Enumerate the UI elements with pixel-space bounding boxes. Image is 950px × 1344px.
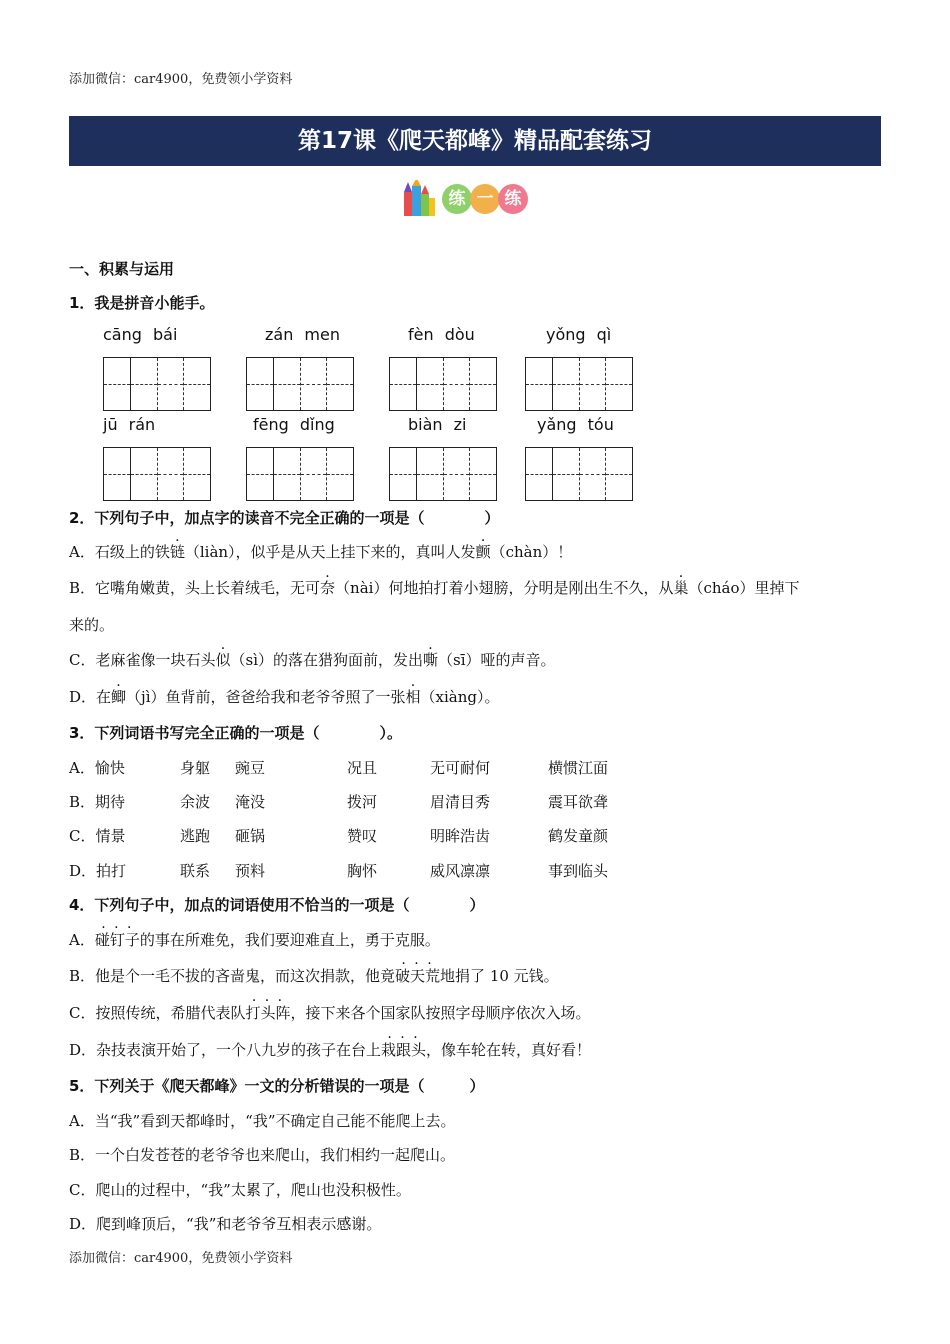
text: 地捐了 10 元钱。	[440, 967, 559, 985]
q3-word: B．期待	[69, 793, 126, 811]
text: 的事在所难免，我们要迎难直上，勇于克服。	[139, 931, 440, 949]
pinyin-6: fēng dǐng	[253, 415, 335, 434]
q3-word: 明眸浩齿	[430, 827, 491, 845]
watermark-bottom: 添加微信：car4900，免费领小学资料	[69, 1251, 293, 1266]
q1-stem: 1．我是拼音小能手。	[69, 294, 215, 312]
dotted-char: 相	[405, 688, 421, 706]
q4-option-a[interactable]	[69, 929, 440, 950]
q3-word: 淹没	[235, 793, 266, 811]
q3-word: D．拍打	[69, 862, 127, 880]
section-heading: 一、积累与运用	[69, 260, 175, 278]
q4-option-c[interactable]	[69, 1002, 591, 1023]
writing-grid[interactable]	[525, 357, 633, 411]
q3-word: 鹤发童颜	[548, 827, 609, 845]
q5-stem: 5．下列关于《爬天都峰》一文的分析错误的一项是（ ）	[69, 1077, 485, 1095]
q3-word: 逃跑	[180, 827, 211, 845]
text: B．它嘴角嫩黄，头上长着绒毛，无可	[69, 579, 321, 597]
writing-grid[interactable]	[103, 447, 211, 501]
dotted-char: 嘶	[423, 651, 439, 669]
dotted-char: 链	[169, 543, 185, 561]
q2-option-a[interactable]	[69, 541, 572, 562]
q5-option-a[interactable]: A．当“我”看到天都峰时，“我”不确定自己能不能爬上去。	[69, 1112, 456, 1130]
text: （sì）的落在猎狗面前，发出	[230, 651, 423, 669]
q2-option-b[interactable]	[69, 577, 800, 598]
q3-word: C．情景	[69, 827, 126, 845]
dotted-char: 巢	[673, 579, 689, 597]
pinyin-1: cāng bái	[103, 325, 178, 344]
dotted-word: · · · 栽跟头	[381, 1041, 426, 1059]
q3-word: 联系	[180, 862, 211, 880]
q3-word: 胸怀	[347, 862, 378, 880]
q3-stem: 3．下列词语书写完全正确的一项是（ ）。	[69, 724, 402, 742]
q3-word: 事到临头	[548, 862, 609, 880]
q3-word: 眉清目秀	[430, 793, 491, 811]
practice-badge	[400, 180, 540, 220]
q4-option-b[interactable]	[69, 965, 559, 986]
writing-grid[interactable]	[389, 447, 497, 501]
text: （nài）何地拍打着小翅膀，分明是刚出生不久，从	[335, 579, 674, 597]
text: （jì）鱼背前，爸爸给我和老爷爷照了一张	[126, 688, 406, 706]
writing-grid[interactable]	[246, 447, 354, 501]
q2-stem: 2．下列句子中，加点字的读音不完全正确的一项是（ ）	[69, 509, 500, 527]
q2-option-d[interactable]	[69, 686, 499, 707]
q3-word: 赞叹	[347, 827, 378, 845]
text: C．老麻雀像一块石头	[69, 651, 216, 669]
q3-word: 拨河	[347, 793, 378, 811]
q3-word: 威风凛凛	[430, 862, 491, 880]
writing-grid[interactable]	[103, 357, 211, 411]
q5-option-d[interactable]: D．爬到峰顶后，“我”和老爷爷互相表示感谢。	[69, 1215, 382, 1233]
text: C．按照传统，希腊代表队	[69, 1004, 246, 1022]
text: （cháo）里掉下	[688, 579, 800, 597]
q3-word: A．愉快	[69, 759, 125, 777]
q4-stem: 4．下列句子中，加点的词语使用不恰当的一项是（ ）	[69, 896, 485, 914]
q2-option-c[interactable]	[69, 649, 556, 670]
dotted-word: · · · 打头阵	[245, 1004, 290, 1022]
writing-grid[interactable]	[246, 357, 354, 411]
text: B．他是个一毛不拔的吝啬鬼，而这次捐款，他竟	[69, 967, 396, 985]
text: D．杂技表演开始了，一个八九岁的孩子在台上	[69, 1041, 382, 1059]
pinyin-7: biàn zi	[408, 415, 467, 434]
text: A．	[69, 931, 95, 949]
pinyin-3: fèn dòu	[408, 325, 475, 344]
q3-word: 况且	[347, 759, 378, 777]
dotted-word: · · · 破天荒	[395, 967, 440, 985]
text: A．石级上的铁	[69, 543, 170, 561]
text: D．在	[69, 688, 112, 706]
q3-word: 横惯江面	[548, 759, 609, 777]
q3-word: 无可耐何	[430, 759, 491, 777]
dotted-char: 颤	[475, 543, 491, 561]
q3-word: 余波	[180, 793, 211, 811]
q3-word: 豌豆	[235, 759, 266, 777]
pinyin-5: jū rán	[103, 415, 156, 434]
q5-option-c[interactable]: C．爬山的过程中，“我”太累了，爬山也没积极性。	[69, 1181, 411, 1199]
writing-grid[interactable]	[525, 447, 633, 501]
dotted-char: 似	[215, 651, 231, 669]
text: （xiàng）。	[420, 688, 500, 706]
text: ，像车轮在转，真好看！	[426, 1041, 592, 1059]
text: （sī）哑的声音。	[438, 651, 556, 669]
q3-word: 身躯	[180, 759, 211, 777]
dotted-word: · · · 碰钉子	[95, 931, 140, 949]
watermark-top: 添加微信：car4900，免费领小学资料	[69, 72, 293, 87]
pinyin-4: yǒng qì	[546, 325, 612, 344]
page-title: 第17课《爬天都峰》精品配套练习	[69, 116, 881, 166]
dotted-char: 奈	[320, 579, 336, 597]
q3-word: 震耳欲聋	[548, 793, 609, 811]
q3-word: 砸锅	[235, 827, 266, 845]
pinyin-2: zán men	[265, 325, 340, 344]
q3-word: 预料	[235, 862, 266, 880]
badge-char-2: 一	[470, 184, 500, 214]
pinyin-8: yǎng tóu	[537, 415, 614, 434]
q2-option-b-cont: 来的。	[69, 616, 115, 634]
writing-grid[interactable]	[389, 357, 497, 411]
badge-char-3: 练	[498, 184, 528, 214]
dotted-char: 鲫	[111, 688, 127, 706]
text: ，接下来各个国家队按照字母顺序依次入场。	[290, 1004, 591, 1022]
text: （liàn），似乎是从天上挂下来的，真叫人发	[184, 543, 476, 561]
q5-option-b[interactable]: B．一个白发苍苍的老爷爷也来爬山，我们相约一起爬山。	[69, 1146, 456, 1164]
badge-char-1: 练	[442, 184, 472, 214]
text: （chàn）！	[490, 543, 573, 561]
q4-option-d[interactable]	[69, 1039, 591, 1060]
